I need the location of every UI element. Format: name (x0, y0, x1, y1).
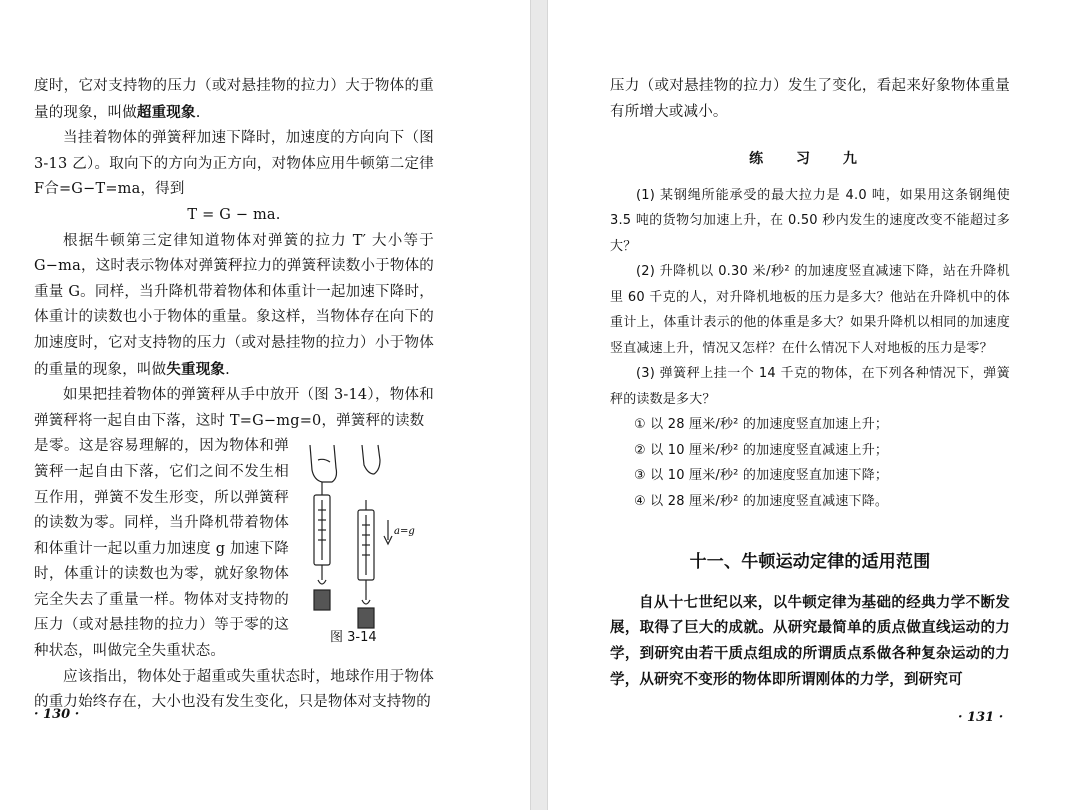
hand-holding-icon (310, 445, 337, 482)
left-para-4-wrap: 是零。这是容易理解的，因为物体和弹簧秤一起自由下落，它们之间不发生相互作用，弹簧不发生形变，所以弹簧秤的读数为零。同样，当升降机带着物体和体重计一起以重力加速度 g 加速下降时，体重计的读数也为零，就好象物体完全失去了重量一样。物体对支持物的压力（或对悬挂物的拉力）等于零的这种状态，叫做完全失重状态。 (34, 438, 289, 660)
right-para-2: 自从十七世纪以来，以牛顿定律为基础的经典力学不断发展，取得了巨大的成就。从研究最简单的质点做直线运动的力学，到研究由若干质点组成的所谓质点系做各种复杂运动的力学，从研究不变形的物体即所谓刚体的力学，到研究可 (610, 593, 1010, 688)
exercise-q1: (1) 某钢绳所能承受的最大拉力是 4.0 吨，如果用这条钢绳使 3.5 吨的货物匀加速上升，在 0.50 秒内发生的速度改变不能超过多大？ (610, 187, 1010, 254)
exercise-q2: (2) 升降机以 0.30 米/秒² 的加速度竖直减速下降，站在升降机里 60 千克的人，对升降机地板的压力是多大？他站在升降机中的体重计上，体重计表示的他的体重是多大？如果升降机以相同的加速度竖直减速上升，情况又怎样？在什么情况下人对地板的压力是零？ (610, 264, 1010, 356)
page-number-right: · 131 · (958, 710, 1004, 725)
left-para-5: 应该指出，物体处于超重或失重状态时，地球作用于物体的重力始终存在，大小也没有发生变化，只是物体对支持物的 (34, 668, 434, 711)
left-para-4-top: 如果把挂着物体的弹簧秤从手中放开（图 3-14），物体和弹簧秤将一起自由下落，这时 T=G−mg=0，弹簧秤的读数 (34, 387, 434, 429)
exercise-q3-item: ④ 以 28 厘米/秒² 的加速度竖直减速下降。 (634, 493, 889, 509)
exercise-block (610, 183, 1010, 515)
section-title: 十一、牛顿运动定律的适用范围 (689, 552, 931, 573)
exercise-q3-item: ③ 以 10 厘米/秒² 的加速度竖直加速下降； (634, 468, 889, 484)
left-para-1: 度时，它对支持物的压力（或对悬挂物的拉力）大于物体的重量的现象，叫做超重现象. (34, 78, 434, 121)
term-weightless: 失重现象 (166, 360, 226, 378)
book-gutter (530, 0, 548, 810)
figure-spring-scale (300, 440, 415, 640)
figure-caption: 图 3-14 (330, 630, 377, 645)
exercise-q3: (3) 弹簧秤上挂一个 14 千克的物体，在下列各种情况下，弹簧秤的读数是多大？ (610, 366, 1010, 407)
right-para-1: 压力（或对悬挂物的拉力）发生了变化，看起来好象物体重量有所增大或减小。 (610, 78, 1010, 120)
left-para-2: 当挂着物体的弹簧秤加速下降时，加速度的方向向下（图 3-13 乙）。取向下的方向为正方向，对物体应用牛顿第二定律 F合=G−T=ma，得到 (34, 130, 434, 198)
exercise-q3-item: ① 以 28 厘米/秒² 的加速度竖直加速上升； (634, 417, 889, 433)
left-para-3: 根据牛顿第三定律知道物体对弹簧的拉力 T′ 大小等于 G−ma，这时表示物体对弹簧秤拉力的弹簧秤读数小于物体的重量 G。同样，当升降机带着物体和体重计一起加速下降时，体重计的读数也小于物体的重量。象这样，当物体存在向下的加速度时，它对支持物的压力（或对悬挂物的拉力）小于物体的重量的现象，叫做失重现象. (34, 232, 434, 378)
right-page-text (610, 74, 1010, 692)
exercise-title: 练 习 九 (749, 151, 871, 168)
exercise-q3-item: ② 以 10 厘米/秒² 的加速度竖直减速上升； (634, 442, 889, 458)
figure-accel-label: a=g (394, 526, 415, 537)
term-overweight: 超重现象 (136, 103, 196, 121)
page-number-left: · 130 · (34, 707, 80, 722)
equation: T = G − ma. (187, 206, 281, 223)
